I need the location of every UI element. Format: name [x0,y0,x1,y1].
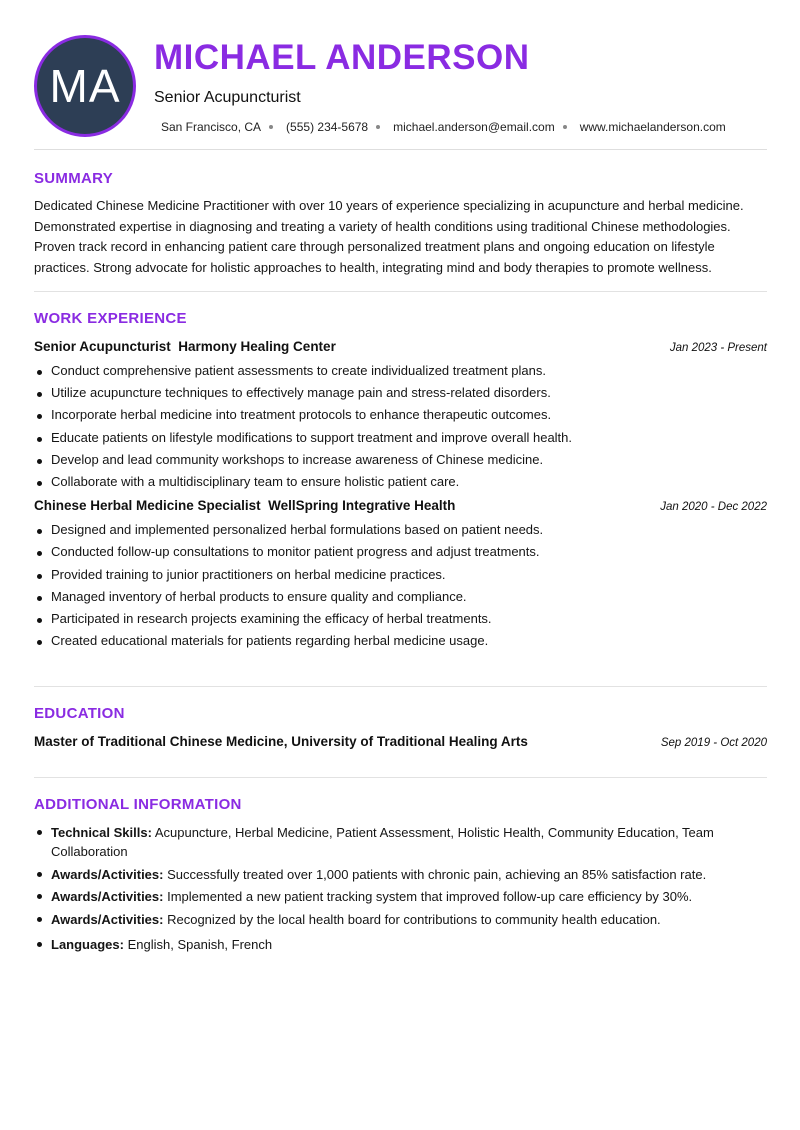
job-bullets [34,363,767,496]
list-item: Conducted follow-up consultations to monitor patient progress and adjust treatments. [34,544,767,566]
item-text: Successfully treated over 1,000 patients with chronic pain, achieving an 85% satisfaction rate. [167,866,707,882]
list-item: Managed inventory of herbal products to ensure quality and compliance. [34,589,767,611]
candidate-title: Senior Acupuncturist [154,89,301,106]
contact-location: San Francisco, CA [161,120,262,134]
separator-dot [563,125,567,129]
list-item: Utilize acupuncture techniques to effectively manage pain and stress-related disorders. [34,385,767,407]
separator-dot [376,125,380,129]
item-text: Recognized by the local health board for contributions to community health education. [167,911,661,927]
summary-text: Dedicated Chinese Medicine Practitioner with over 10 years of experience specializing in acupuncture and herbal medicine. Demonstrated expertise in diagnosing and treating a variety of health conditions using traditional Chinese methodologies. Proven track record in enhancing patient care through personalized treatment plans and ongoing education on lifestyle practices. Strong advocate for holistic approaches to health, integrating mind and body therapies to promote wellness. [34,198,744,275]
job-role: Chinese Herbal Medicine Specialist [34,498,261,514]
contact-email[interactable]: michael.anderson@email.com [393,120,555,134]
additional-heading: ADDITIONAL INFORMATION [34,796,242,813]
additional-list [34,823,767,954]
list-item: Provided training to junior practitioners on herbal medicine practices. [34,567,767,589]
item-text: English, Spanish, French [127,936,273,952]
list-item: Conduct comprehensive patient assessments to create individualized treatment plans. [34,363,767,385]
list-item: Educate patients on lifestyle modifications to support treatment and improve overall health. [34,430,767,452]
summary-heading: SUMMARY [34,170,114,187]
list-item: Created educational materials for patients regarding herbal medicine usage. [34,633,767,655]
list-item: Designed and implemented personalized herbal formulations based on patient needs. [34,522,767,544]
summary-section [34,150,767,292]
list-item [34,910,767,929]
list-item: Collaborate with a multidisciplinary team to ensure holistic patient care. [34,474,767,496]
job-entry [34,498,767,655]
list-item: Incorporate herbal medicine into treatment protocols to enhance therapeutic outcomes. [34,407,767,429]
item-text: Implemented a new patient tracking system that improved follow-up care efficiency by 30%. [167,889,693,904]
job-company: Harmony Healing Center [178,339,336,354]
avatar [34,35,136,137]
experience-heading: WORK EXPERIENCE [34,310,187,327]
job-role: Senior Acupuncturist [34,339,171,354]
list-item [34,887,767,906]
item-label: Awards/Activities: [51,911,164,927]
experience-section [34,292,767,687]
contact-phone: (555) 234-5678 [286,120,369,134]
job-title-company [34,498,455,513]
item-label: Awards/Activities: [51,866,164,882]
job-header [34,339,767,354]
separator-dot [269,125,273,129]
education-dates: Sep 2019 - Oct 2020 [660,737,767,749]
education-section [34,687,767,778]
contact-website[interactable]: www.michaelanderson.com [579,120,726,134]
job-bullets [34,522,767,655]
job-entry [34,339,767,496]
list-item [34,935,767,954]
contact-info [161,120,726,134]
candidate-name: MICHAEL ANDERSON [154,38,530,77]
education-heading: EDUCATION [34,705,125,722]
avatar-initials: MA [49,60,121,112]
list-item [34,865,767,884]
job-dates: Jan 2020 - Dec 2022 [660,501,767,514]
job-header [34,498,767,513]
item-label: Languages: [51,936,124,952]
job-title-company [34,339,336,354]
item-label: Technical Skills: [51,825,152,840]
job-dates: Jan 2023 - Present [669,342,767,354]
education-entry [34,734,767,749]
list-item [34,823,767,861]
resume-header [34,0,767,150]
list-item: Develop and lead community workshops to increase awareness of Chinese medicine. [34,452,767,474]
list-item: Participated in research projects examining the efficacy of herbal treatments. [34,611,767,633]
education-degree: Master of Traditional Chinese Medicine, University of Traditional Healing Arts [34,734,528,749]
additional-section [34,778,767,954]
job-company: WellSpring Integrative Health [268,498,456,514]
item-label: Awards/Activities: [51,889,164,904]
item-text: Acupuncture, Herbal Medicine, Patient Assessment, Holistic Health, Community Education, Team Collaboration [51,825,714,859]
